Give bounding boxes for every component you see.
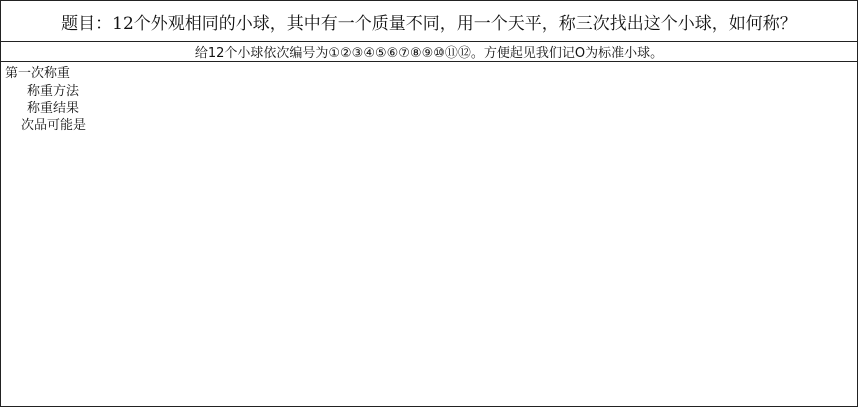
weighing-1-section-label: 第一次称重 xyxy=(5,65,71,81)
weighing-1-candidates-label: 次品可能是 xyxy=(21,117,87,133)
weighing-1-result-label: 称重结果 xyxy=(27,100,80,116)
puzzle-title: 题目：12个外观相同的小球，其中有一个质量不同，用一个天平，称三次找出这个小球，如何称？ xyxy=(61,13,797,34)
numbering-note: 给12个小球依次编号为①②③④⑤⑥⑦⑧⑨⑩⑪⑫。方便起见我们记O为标准小球。 xyxy=(194,45,664,61)
weighing-1-method-label: 称重方法 xyxy=(27,83,80,99)
divider xyxy=(1,61,857,62)
